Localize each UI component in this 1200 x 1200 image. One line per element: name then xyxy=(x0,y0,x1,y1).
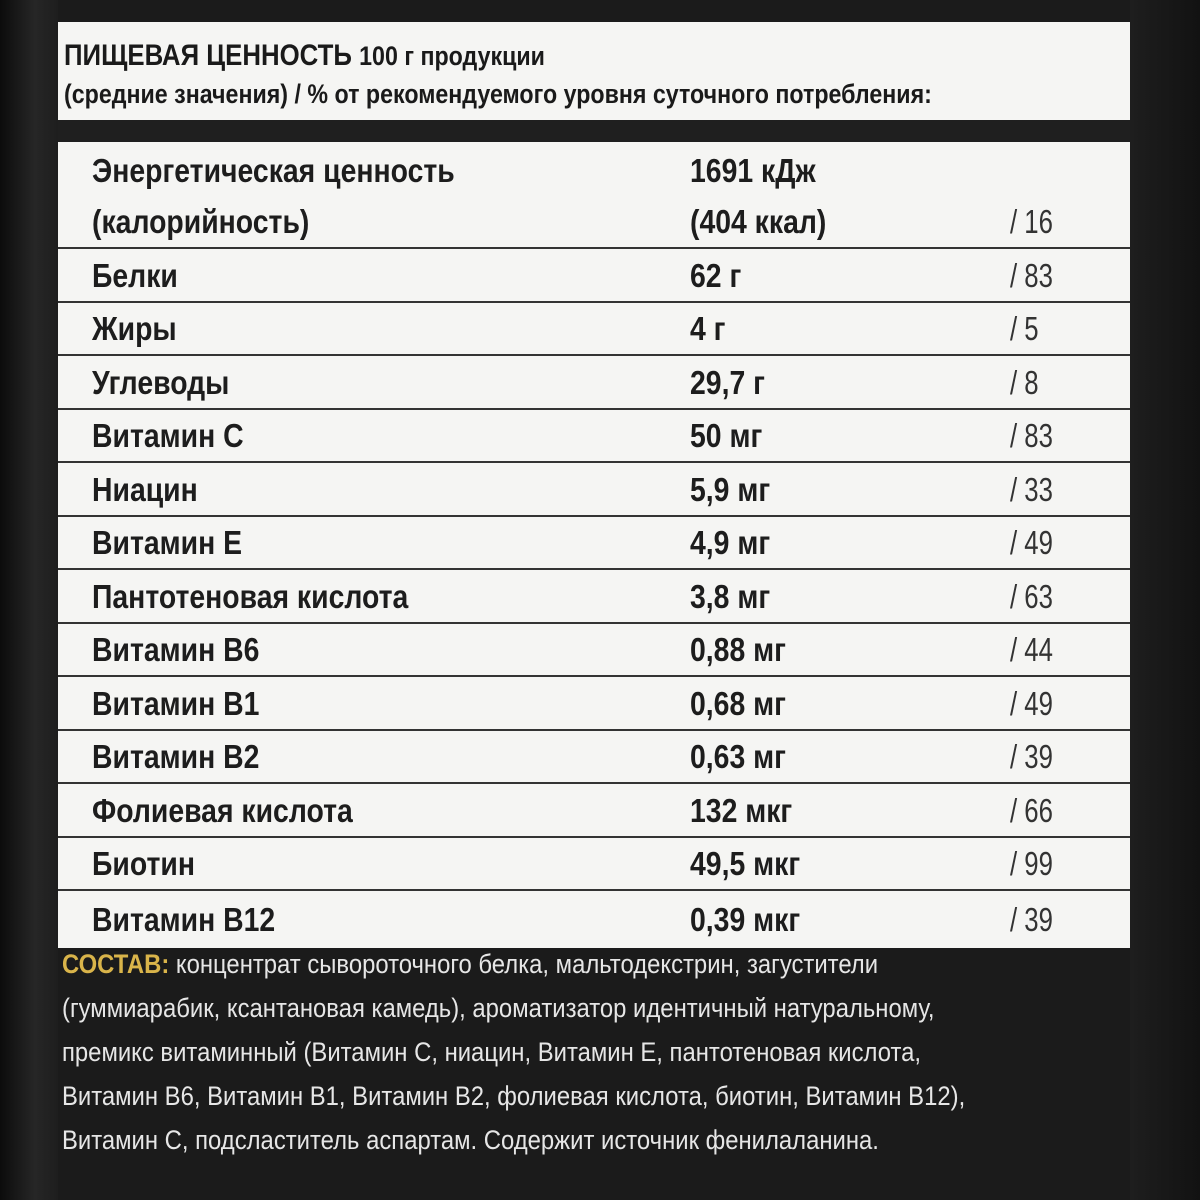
row-value: 4 г xyxy=(690,310,726,347)
row-value: 5,9 мг xyxy=(690,470,771,508)
composition-text xyxy=(62,942,1142,1162)
row-percent: / 66 xyxy=(1010,791,1053,829)
row-name: Витамин В12 xyxy=(92,900,276,938)
table-row xyxy=(58,624,1130,678)
header-title-line xyxy=(64,36,932,76)
table-row xyxy=(58,249,1130,303)
nutrition-table xyxy=(58,142,1130,945)
composition-label: СОСТАВ: xyxy=(62,949,170,979)
nutrition-header xyxy=(64,36,932,112)
row-name: Витамин В6 xyxy=(92,631,260,668)
row-percent: / 8 xyxy=(1010,363,1039,401)
table-row xyxy=(58,677,1130,731)
row-percent: / 83 xyxy=(1010,256,1053,294)
composition-line-1-text: концентрат сывороточного белка, мальтодекстрин, загустители xyxy=(175,949,879,979)
row-percent: / 99 xyxy=(1010,845,1053,882)
row-name: Ниацин xyxy=(92,470,198,508)
table-row xyxy=(58,891,1130,945)
table-row xyxy=(58,838,1130,892)
table-row xyxy=(58,356,1130,410)
row-value: 0,63 мг xyxy=(690,738,786,775)
header-subtitle: (средние значения) / % от рекомендуемого уровня суточного потребления: xyxy=(64,79,932,109)
row-name: Жиры xyxy=(92,310,177,347)
row-value: 0,68 мг xyxy=(690,684,786,722)
table-row xyxy=(58,731,1130,785)
row-percent: / 16 xyxy=(1010,203,1053,240)
table-row xyxy=(58,570,1130,624)
row-value: 49,5 мкг xyxy=(690,845,801,882)
table-row xyxy=(58,463,1130,517)
row-percent: / 83 xyxy=(1010,417,1053,454)
row-percent: / 44 xyxy=(1010,631,1053,668)
composition-line-4: Витамин В6, Витамин В1, Витамин В2, фолиевая кислота, биотин, Витамин В12), xyxy=(62,1081,966,1111)
row-name: Фолиевая кислота xyxy=(92,791,353,829)
row-name: Биотин xyxy=(92,845,195,882)
row-value: 3,8 мг xyxy=(690,577,771,615)
row-name: Пантотеновая кислота xyxy=(92,577,409,615)
row-name: Витамин В2 xyxy=(92,738,260,775)
row-percent: / 63 xyxy=(1010,577,1053,615)
table-row-calorie xyxy=(58,196,1130,250)
header-divider-bar xyxy=(58,120,1130,142)
row-value: 29,7 г xyxy=(690,363,765,401)
header-title: ПИЩЕВАЯ ЦЕННОСТЬ xyxy=(64,39,352,72)
row-value: 50 мг xyxy=(690,417,763,454)
row-value: 1691 кДж xyxy=(690,151,816,189)
table-row-energy xyxy=(58,142,1130,196)
table-row xyxy=(58,784,1130,838)
row-value: (404 ккал) xyxy=(690,203,827,240)
row-percent: / 49 xyxy=(1010,684,1053,722)
table-row xyxy=(58,410,1130,464)
composition-line-2: (гуммиарабик, ксантановая камедь), ароматизатор идентичный натуральному, xyxy=(62,993,935,1023)
background-edge-left xyxy=(0,0,58,1200)
composition-line-3: премикс витаминный (Витамин С, ниацин, Витамин Е, пантотеновая кислота, xyxy=(62,1037,922,1067)
row-value: 4,9 мг xyxy=(690,524,771,561)
row-value: 62 г xyxy=(690,256,742,294)
header-title-sub: 100 г продукции xyxy=(359,41,545,71)
row-value: 0,39 мкг xyxy=(690,900,801,938)
table-row xyxy=(58,517,1130,571)
row-name: Энергетическая ценность xyxy=(92,151,455,189)
table-row xyxy=(58,303,1130,357)
row-percent: / 33 xyxy=(1010,470,1053,508)
composition-line-5: Витамин С, подсластитель аспартам. Содержит источник фенилаланина. xyxy=(62,1125,879,1155)
composition-line-1 xyxy=(62,942,1034,986)
row-name: (калорийность) xyxy=(92,203,310,240)
nutrition-panel xyxy=(58,22,1130,948)
row-name: Витамин Е xyxy=(92,524,243,561)
row-value: 0,88 мг xyxy=(690,631,786,668)
row-name: Витамин С xyxy=(92,417,244,454)
row-name: Витамин В1 xyxy=(92,684,260,722)
row-percent: / 49 xyxy=(1010,524,1053,561)
row-percent: / 5 xyxy=(1010,310,1039,347)
row-percent: / 39 xyxy=(1010,900,1053,938)
row-percent: / 39 xyxy=(1010,738,1053,775)
row-name: Углеводы xyxy=(92,363,230,401)
row-value: 132 мкг xyxy=(690,791,793,829)
row-name: Белки xyxy=(92,256,178,294)
